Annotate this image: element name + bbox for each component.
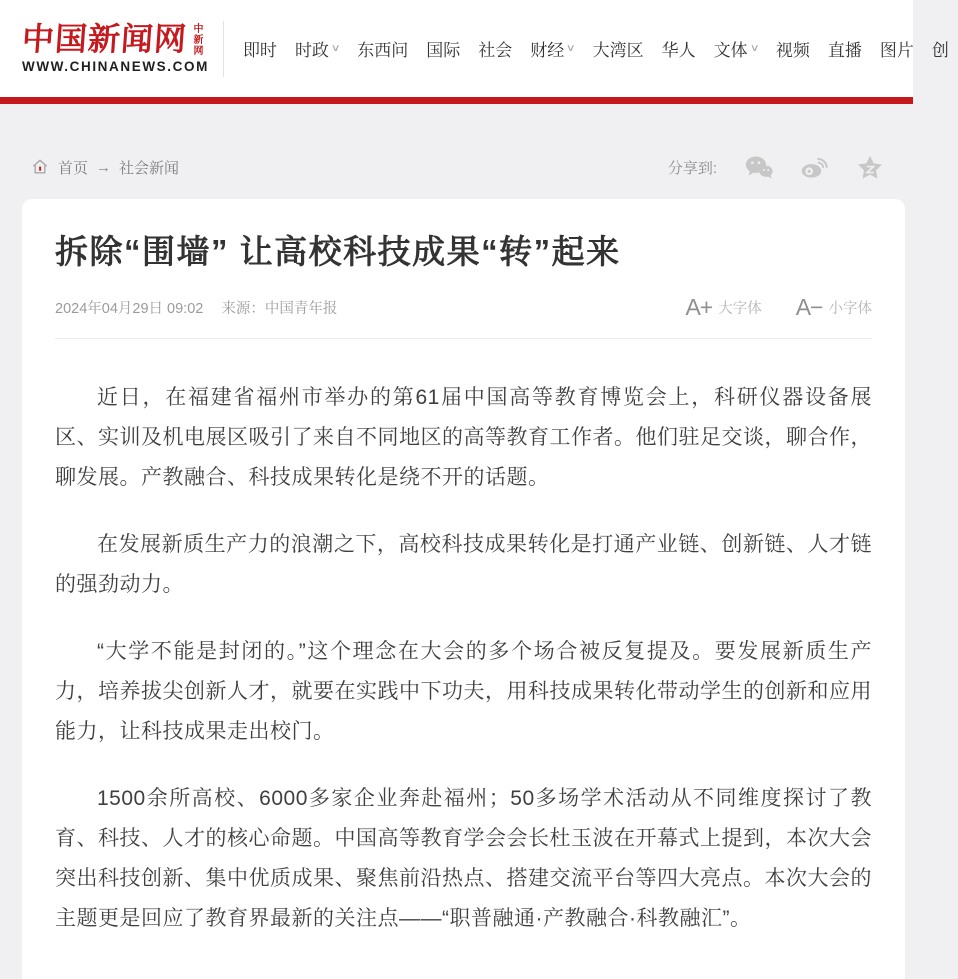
nav-item[interactable] [767, 36, 819, 61]
article-card [22, 199, 905, 979]
breadcrumb-share-row [30, 149, 883, 185]
font-size-controls [651, 294, 872, 321]
font-larger-icon: A+ [685, 293, 713, 320]
nav-item-label: 即时 [242, 41, 277, 60]
nav-item[interactable] [348, 36, 417, 61]
article-source: 来源：中国青年报 [221, 300, 338, 317]
wechat-icon[interactable] [745, 155, 773, 179]
share-bar [668, 155, 883, 179]
nav-item[interactable] [286, 36, 348, 61]
nav-item-label: 图片 [879, 41, 914, 60]
article-meta [55, 297, 337, 318]
nav-item[interactable] [584, 36, 653, 61]
nav-item[interactable] [653, 36, 705, 61]
breadcrumb-current-link[interactable]: 社会新闻 [119, 159, 180, 177]
article-paragraph: “大学不能是封闭的。”这个理念在大会的多个场合被反复提及。要发展新质生产力，培养拔尖创新人才，就要在实践中下功夫，用科技成果转化带动学生的创新和应用能力，让科技成果走出校门。 [55, 639, 872, 743]
nav-item[interactable] [417, 36, 469, 61]
breadcrumb-arrow: → [96, 158, 112, 176]
article-paragraph: 在发展新质生产力的浪潮之下，高校科技成果转化是打通产业链、创新链、人才链的强劲动力。 [55, 532, 872, 596]
breadcrumb-home-link[interactable]: 首页 [58, 159, 89, 177]
nav-item[interactable] [469, 36, 521, 61]
nav-item-label: 直播 [827, 41, 862, 60]
article-date: 2024年04月29日 09:02 [55, 300, 204, 317]
nav-item[interactable] [234, 36, 286, 61]
nav-item-label: 财经 [530, 41, 565, 60]
nav-item[interactable] [521, 36, 583, 61]
font-larger-label: 大字体 [718, 300, 762, 317]
article-paragraph: 近日，在福建省福州市举办的第61届中国高等教育博览会上，科研仪器设备展区、实训及机电展区吸引了来自不同地区的高等教育工作者。他们驻足交谈，聊合作，聊发展。产教融合、科技成果转化是绕不开的话题。 [55, 385, 872, 489]
chevron-down-icon: ∨ [565, 43, 576, 54]
breadcrumb [30, 157, 179, 178]
font-smaller-button[interactable] [796, 294, 872, 321]
nav-item-label: 创 [931, 41, 949, 60]
logo-block [20, 20, 209, 75]
font-smaller-icon: A− [795, 293, 823, 320]
nav-item[interactable] [923, 36, 958, 61]
weibo-icon[interactable] [801, 155, 829, 179]
nav-item[interactable] [871, 36, 923, 61]
article-meta-row [55, 294, 872, 321]
nav-item-label: 社会 [478, 41, 513, 60]
nav-item-label: 文体 [713, 41, 748, 60]
nav-item-label: 时政 [294, 41, 329, 60]
logo-top [20, 20, 209, 57]
share-label: 分享到: [667, 159, 717, 177]
article-body [55, 339, 872, 939]
chevron-down-icon: ∨ [749, 43, 760, 54]
nav-item-label: 国际 [426, 41, 461, 60]
qzone-icon[interactable] [857, 155, 883, 179]
nav-item[interactable] [819, 36, 871, 61]
chevron-down-icon: ∨ [330, 43, 341, 54]
font-smaller-label: 小字体 [828, 300, 872, 317]
nav-item-label: 东西问 [357, 41, 409, 60]
logo-url: WWW.CHINANEWS.COM [22, 59, 209, 75]
site-logo[interactable] [20, 20, 209, 75]
article-title: 拆除“围墙” 让高校科技成果“转”起来 [55, 233, 621, 270]
home-icon[interactable] [30, 157, 50, 177]
nav-item-label: 视频 [775, 41, 810, 60]
brand-red-bar [0, 97, 913, 104]
nav-item[interactable] [705, 36, 767, 61]
header-divider [223, 21, 224, 77]
main-nav [234, 36, 958, 61]
logo-title: 中国新闻网 [20, 20, 189, 57]
site-header [0, 0, 949, 97]
nav-item-label: 大湾区 [592, 41, 644, 60]
logo-side-text: 中新网 [191, 22, 203, 56]
font-larger-button[interactable] [685, 294, 761, 321]
article-paragraph: 1500余所高校、6000多家企业奔赴福州；50多场学术活动从不同维度探讨了教育、科技、人才的核心命题。中国高等教育学会会长杜玉波在开幕式上提到，本次大会突出科技创新、集中优质成果、聚焦前沿热点、搭建交流平台等四大亮点。本次大会的主题更是回应了教育界最新的关注点——“职普融通·产教融合·科教融汇”。 [55, 786, 872, 930]
nav-item-label: 华人 [661, 41, 696, 60]
